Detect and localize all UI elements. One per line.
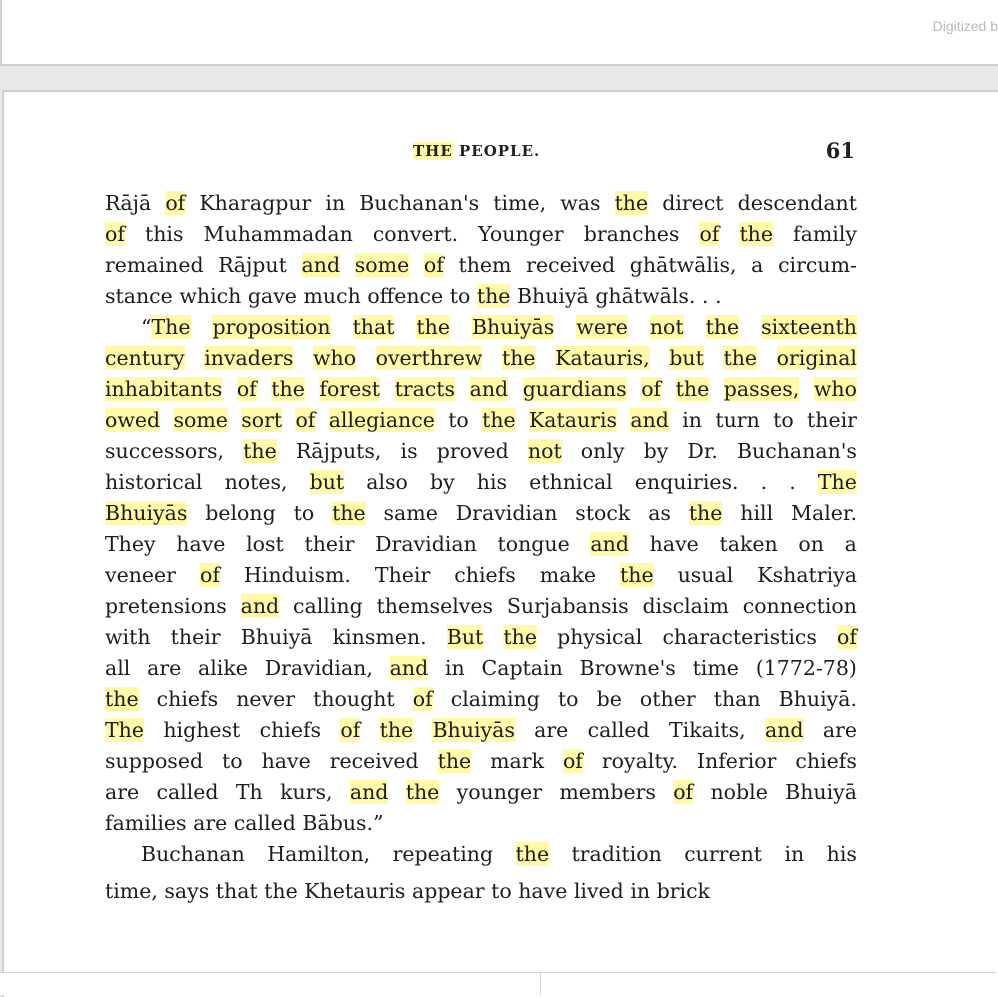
- next-page-edge: [0, 972, 996, 995]
- highlighted-word: Bhuiyās: [105, 501, 188, 525]
- text-line: Bhuiyās belong to the same Dravidian stock as the hill Maler.: [105, 501, 857, 525]
- highlighted-word: not: [527, 439, 562, 463]
- highlighted-word: overthrew: [375, 346, 483, 370]
- highlighted-word: of: [699, 222, 720, 246]
- page-number: 61: [825, 138, 855, 163]
- highlighted-word: the: [739, 222, 774, 246]
- highlighted-word: century: [105, 346, 185, 370]
- highlighted-word: allegiance: [328, 408, 435, 432]
- highlighted-word: of: [295, 408, 316, 432]
- running-title: THE PEOPLE.: [413, 142, 541, 160]
- highlighted-word: of: [673, 780, 694, 804]
- highlighted-word: were: [576, 315, 628, 339]
- highlighted-word: but: [669, 346, 704, 370]
- text-line: veneer of Hinduism. Their chiefs make the usual Kshatriya: [105, 563, 857, 587]
- divider: [540, 973, 541, 995]
- highlighted-word: some: [173, 408, 228, 432]
- highlighted-word: But: [446, 625, 484, 649]
- highlighted-word: Bhuiyās: [471, 315, 555, 339]
- cut-off-text-line: [105, 876, 857, 890]
- highlight-mark: THE: [413, 142, 453, 160]
- highlighted-word: of: [165, 191, 186, 215]
- highlighted-word: inhabitants: [105, 377, 223, 401]
- highlighted-word: and: [590, 532, 629, 556]
- highlighted-word: of: [562, 749, 583, 773]
- highlighted-word: the: [614, 191, 649, 215]
- text-line: the chiefs never thought of claiming to be other than Bhuiyā.: [105, 687, 857, 711]
- highlighted-word: the: [503, 625, 537, 649]
- highlighted-word: some: [354, 253, 410, 277]
- highlighted-word: invaders: [204, 346, 294, 370]
- text-line: historical notes, but also by his ethnical enquiries. . . The: [105, 470, 857, 494]
- text-line: Rājā of Kharagpur in Buchanan's time, was the direct descendant: [105, 191, 857, 215]
- text-line: with their Bhuiyā kinsmen. But the physical characteristics of: [105, 625, 857, 649]
- highlighted-word: the: [705, 315, 740, 339]
- highlighted-word: the: [515, 842, 550, 866]
- page-header: [105, 138, 855, 168]
- highlighted-word: guardians: [522, 377, 627, 401]
- text-line: [105, 374, 857, 405]
- highlighted-word: and: [764, 718, 804, 742]
- highlighted-word: the: [379, 718, 414, 742]
- highlighted-word: of: [641, 377, 662, 401]
- highlighted-word: and: [469, 377, 509, 401]
- highlighted-word: Bhuiyās: [432, 718, 515, 742]
- highlighted-word: that: [352, 315, 395, 339]
- highlighted-word: sixteenth: [761, 315, 857, 339]
- highlighted-word: and: [630, 408, 669, 432]
- highlighted-word: of: [837, 625, 857, 649]
- text-line: [105, 343, 857, 374]
- highlighted-word: original: [776, 346, 857, 370]
- highlighted-word: passes,: [723, 377, 800, 401]
- highlighted-word: of: [412, 687, 433, 711]
- highlighted-word: not: [649, 315, 684, 339]
- highlighted-word: and: [349, 780, 389, 804]
- highlighted-word: the: [105, 687, 139, 711]
- highlighted-word: but: [309, 470, 345, 494]
- previous-page-bottom: [0, 0, 998, 66]
- highlighted-word: and: [301, 253, 341, 277]
- highlighted-word: of: [105, 222, 125, 246]
- text-line: They have lost their Dravidian tongue and have taken on a: [105, 532, 857, 556]
- highlighted-word: The: [817, 470, 857, 494]
- highlighted-word: Katauris,: [555, 346, 650, 370]
- highlighted-word: the: [675, 377, 710, 401]
- highlighted-word: the: [243, 439, 277, 463]
- text-line: pretensions and calling themselves Surjabansis disclaim connection: [105, 594, 857, 618]
- highlighted-word: of: [340, 718, 361, 742]
- text-line: remained Rājput and some of them received ghātwālis, a circum-: [105, 253, 857, 277]
- page-body-text: [105, 188, 857, 870]
- text-line: The highest chiefs of the Bhuiyās are called Tikaits, and are: [105, 718, 857, 742]
- highlighted-word: the: [416, 315, 450, 339]
- highlighted-word: the: [271, 377, 305, 401]
- highlighted-word: the: [437, 749, 472, 773]
- text-line: all are alike Dravidian, and in Captain Browne's time (1772-78): [105, 656, 857, 680]
- highlighted-word: proposition: [212, 315, 331, 339]
- highlighted-word: who: [312, 346, 357, 370]
- text-line: Buchanan Hamilton, repeating the tradition current in his: [141, 842, 857, 866]
- highlighted-word: the: [501, 346, 536, 370]
- highlighted-word: Katauris: [528, 408, 618, 432]
- highlighted-word: and: [389, 656, 429, 680]
- text-line: stance which gave much offence to the Bhuiyā ghātwāls. . .: [105, 284, 722, 308]
- highlighted-word: of: [199, 563, 220, 587]
- text-line: families are called Bābus.”: [105, 811, 384, 835]
- highlighted-word: The: [105, 718, 145, 742]
- highlighted-word: forest: [319, 377, 381, 401]
- highlighted-word: of: [236, 377, 257, 401]
- highlighted-word: the: [332, 501, 366, 525]
- highlighted-word: the: [688, 501, 723, 525]
- text-line: successors, the Rājputs, is proved not only by Dr. Buchanan's: [105, 439, 857, 463]
- highlighted-word: the: [620, 563, 654, 587]
- text-line: supposed to have received the mark of royalty. Inferior chiefs: [105, 749, 857, 773]
- highlighted-word: The: [151, 315, 191, 339]
- highlighted-word: owed: [105, 408, 161, 432]
- highlighted-word: the: [476, 284, 511, 308]
- highlighted-word: who: [813, 377, 857, 401]
- text-line: are called Th kurs, and the younger members of noble Bhuiyā: [105, 780, 857, 804]
- highlighted-word: sort: [241, 408, 283, 432]
- highlighted-word: tracts: [394, 377, 456, 401]
- digitized-watermark: Digitized b: [932, 18, 998, 34]
- highlighted-word: and: [240, 594, 280, 618]
- highlighted-word: the: [482, 408, 516, 432]
- text-line: “The proposition that the Bhuiyās were not the sixteenth: [141, 315, 857, 339]
- highlighted-word: the: [723, 346, 758, 370]
- highlighted-word: of: [423, 253, 444, 277]
- text-line: owed some sort of allegiance to the Katauris and in turn to their: [105, 408, 857, 432]
- highlighted-word: the: [405, 780, 440, 804]
- text-line: of this Muhammadan convert. Younger branches of the family: [105, 222, 857, 246]
